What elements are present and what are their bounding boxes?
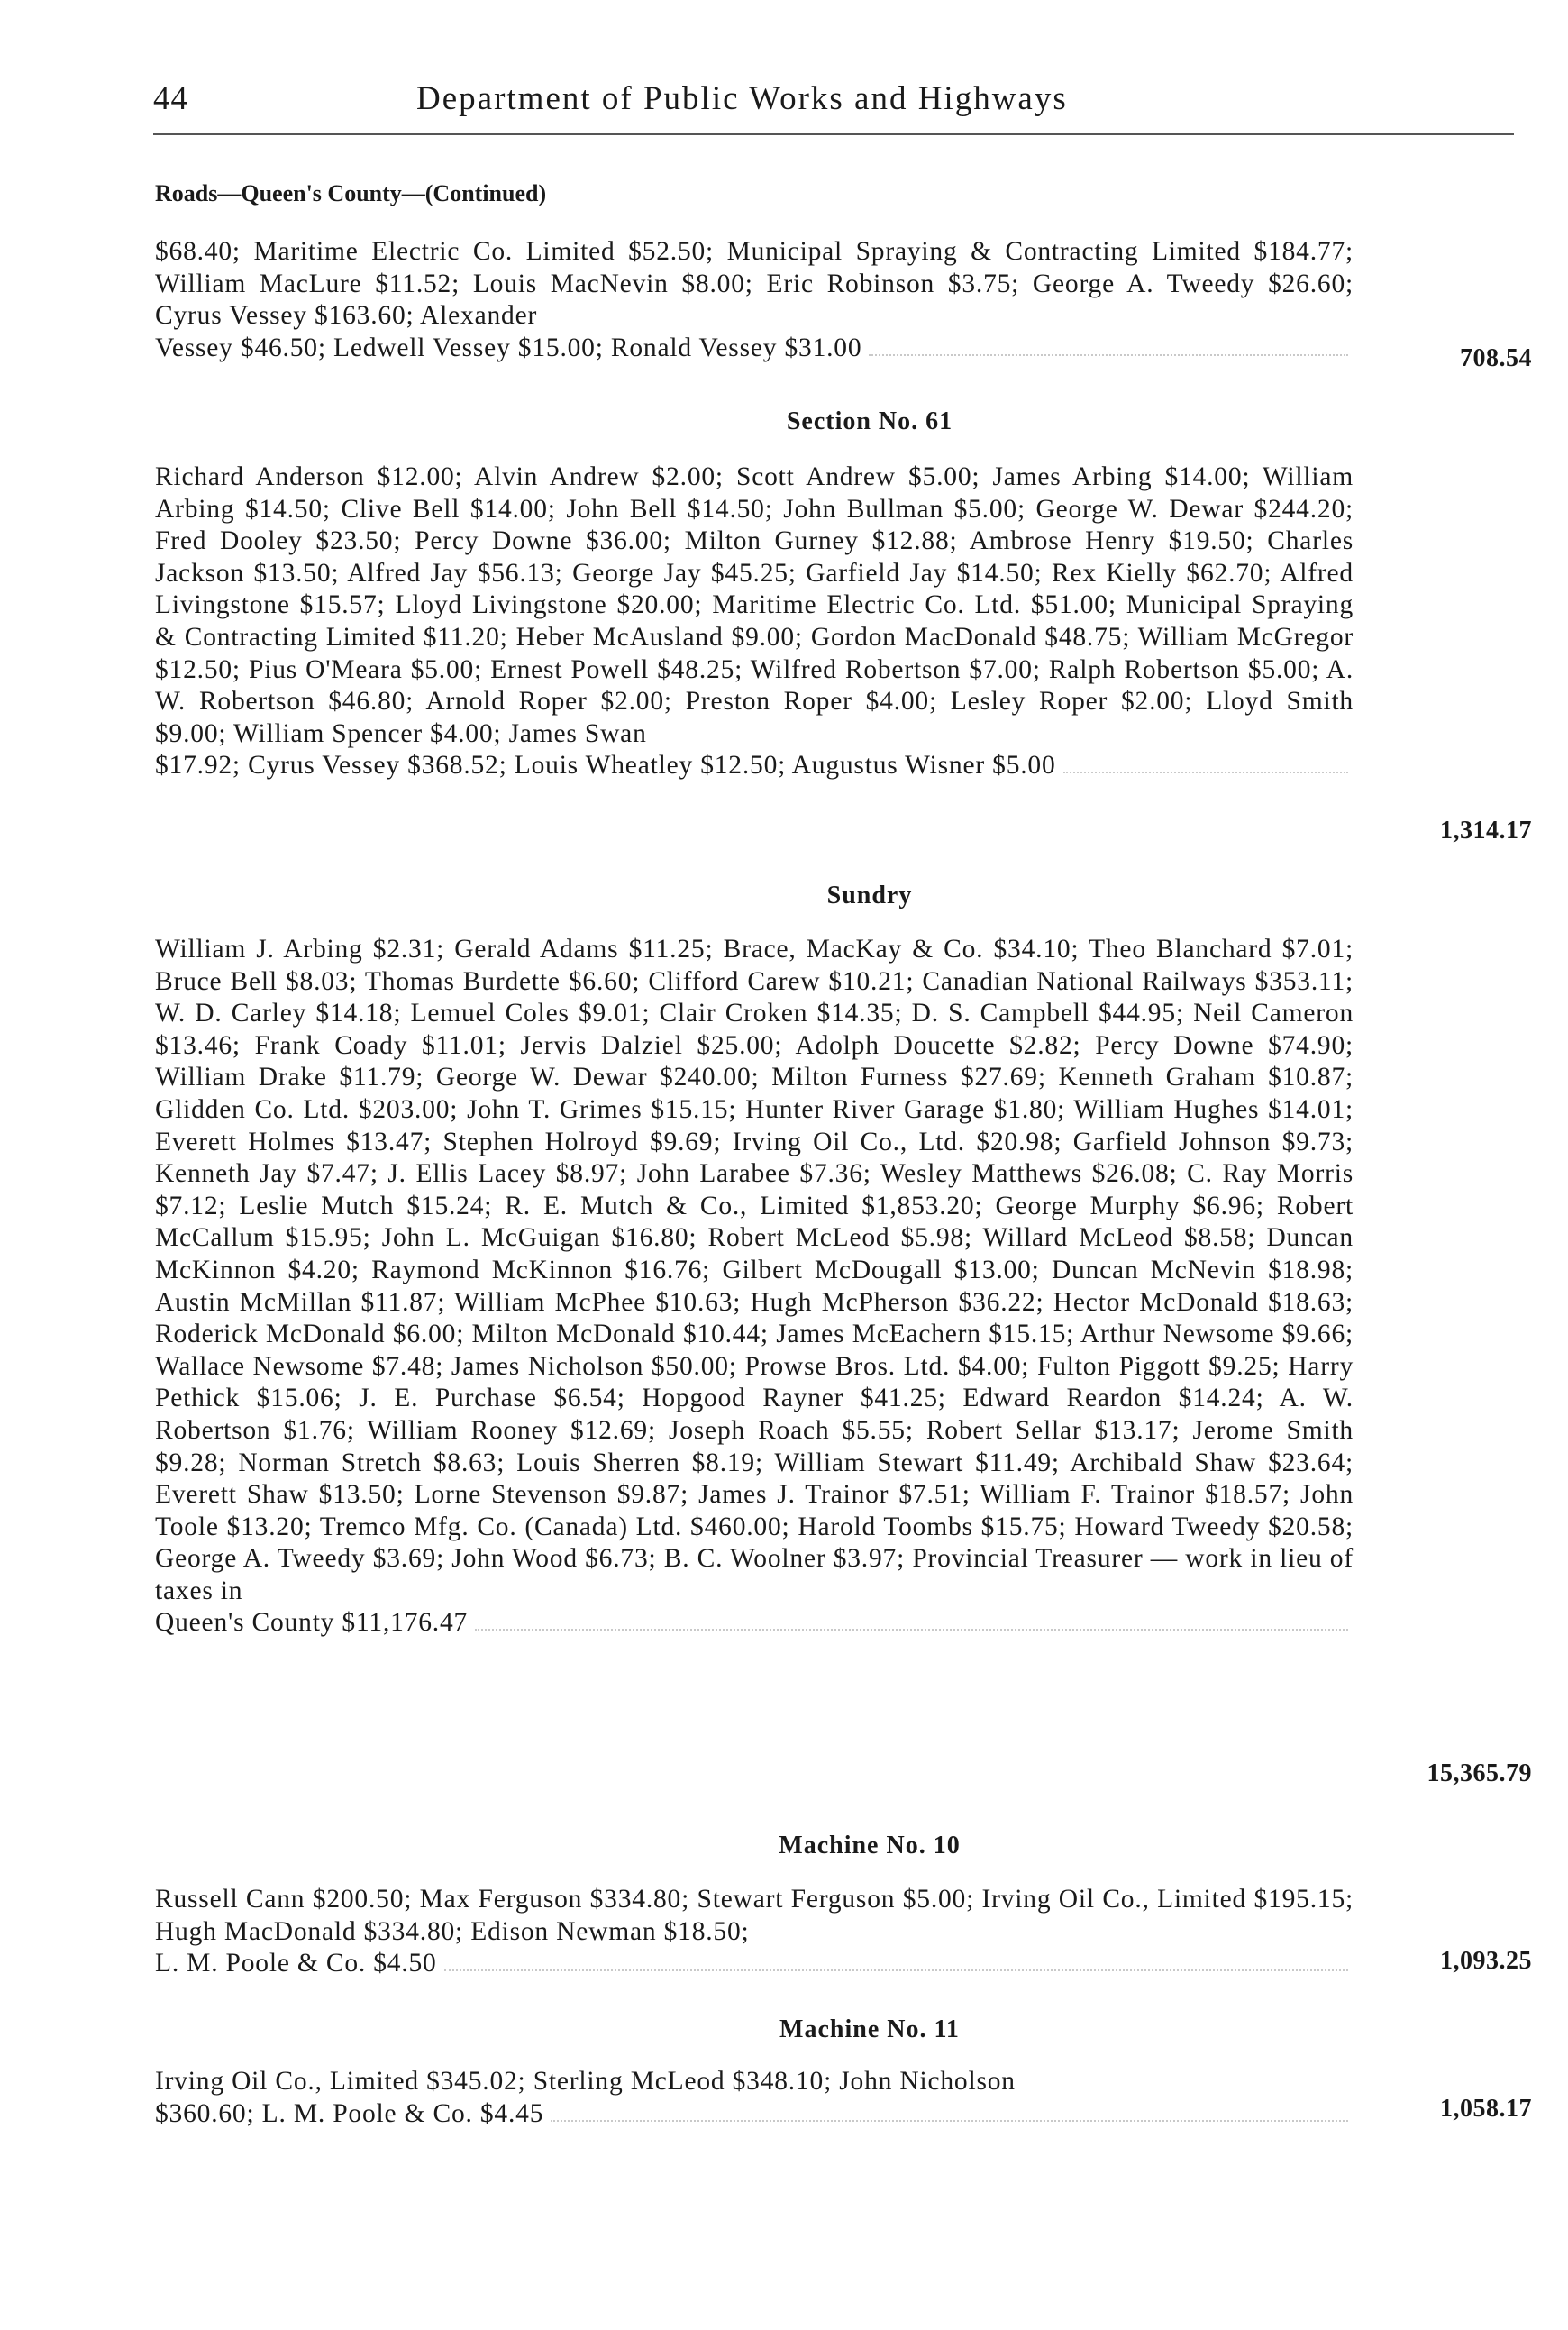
heading-section-61: Section No. 61 bbox=[786, 407, 953, 435]
entry-machine-11 bbox=[155, 2066, 1507, 2130]
entry-last-line bbox=[155, 1948, 1354, 1980]
entry-last-line-text: $17.92; Cyrus Vessey $368.52; Louis Wheatley $12.50; Augustus Wisner $5.00 bbox=[155, 751, 1056, 781]
heading-machine-11: Machine No. 11 bbox=[779, 2015, 960, 2043]
entry-continued bbox=[155, 236, 1507, 364]
entry-sundry bbox=[155, 934, 1507, 1640]
entry-last-line bbox=[155, 333, 1354, 365]
entry-text: $68.40; Maritime Electric Co. Limited $52.50; Municipal Spraying & Contracting Limited $184.77; William MacLure $11.52; Louis MacNevin $8.00; Eric Robinson $3.75; George A. Tweedy $26.60; Cyrus Vessey $163.60; Alexander bbox=[155, 237, 1354, 331]
dot-leader bbox=[551, 2119, 1348, 2122]
entry-last-line bbox=[155, 1607, 1354, 1640]
entry-last-line-text: Vessey $46.50; Ledwell Vessey $15.00; Ronald Vessey $31.00 bbox=[155, 333, 862, 362]
dot-leader bbox=[444, 1969, 1348, 1971]
running-title: Department of Public Works and Highways bbox=[416, 80, 1068, 117]
entry-machine-10 bbox=[155, 1884, 1507, 1980]
entry-last-line bbox=[155, 2098, 1354, 2131]
entry-text: William J. Arbing $2.31; Gerald Adams $11.25; Brace, MacKay & Co. $34.10; Theo Blanchard $7.01; Bruce Bell $8.03; Thomas Burdette $6.60; Clifford Carew $10.21; Canadian National Railways $353.11; W. D. Carley $14.18; Lemuel Coles $9.01; Clair Croken $14.35; D. S. Campbell $44.95; Neil Cameron $13.46; Frank Coady $11.01; Jervis Dalziel $25.00; Adolph Doucette $2.82; Percy Downe $74.90; William Drake $11.79; George W. Dewar $240.00; Milton Furness $27.69; Kenneth Graham $10.87; Glidden Co. Ltd. $203.00; John T. Grimes $15.15; Hunter River Garage $1.80; William Hughes $14.01; Everett Holmes $13.47; Stephen Holroyd $9.69; Irving Oil Co., Ltd. $20.98; Garfield Johnson $9.73; Kenneth Jay $7.47; J. Ellis Lacey $8.97; John Larabee $7.36; Wesley Matthews $26.08; C. Ray Morris $7.12; Leslie Mutch $15.24; R. E. Mutch & Co., Limited $1,853.20; George Murphy $6.96; Robert McCallum $15.95; John L. McGuigan $16.80; Robert McLeod $5.98; Willard McLeod $8.58; Duncan McKinnon $4.20; Raymond McKinnon $16.76; Gilbert McDougall $13.00; Duncan McNevin $18.98; Austin McMillan $11.87; William McPhee $10.63; Hugh McPherson $36.22; Hector McDonald $18.63; Roderick McDonald $6.00; Milton McDonald $10.44; James McEachern $15.15; Arthur Newsome $9.66; Wallace Newsome $7.48; James Nicholson $50.00; Prowse Bros. Ltd. $4.00; Fulton Piggott $9.25; Harry Pethick $15.06; J. E. Purchase $6.54; Hopgood Rayner $41.25; Edward Reardon $14.24; A. W. Robertson $1.76; William Rooney $12.69; Joseph Roach $5.55; Robert Sellar $13.17; Jerome Smith $9.28; Norman Stretch $8.63; Louis Sherren $8.19; William Stewart $11.49; Archibald Shaw $23.64; Everett Shaw $13.50; Lorne Stevenson $9.87; James J. Trainor $7.51; William F. Trainor $18.57; John Toole $13.20; Tremco Mfg. Co. (Canada) Ltd. $460.00; Harold Toombs $15.75; Howard Tweedy $20.58; George A. Tweedy $3.69; John Wood $6.73; B. C. Woolner $3.97; Provincial Treasurer — work in lieu of taxes in bbox=[155, 935, 1354, 1605]
entry-last-line-text: $360.60; L. M. Poole & Co. $4.45 bbox=[155, 2098, 544, 2128]
section-title: Roads—Queen's County—(Continued) bbox=[155, 180, 547, 206]
heading-machine-10: Machine No. 10 bbox=[779, 1832, 961, 1859]
entry-text: Russell Cann $200.50; Max Ferguson $334.80; Stewart Ferguson $5.00; Irving Oil Co., Limited $195.15; Hugh MacDonald $334.80; Edison Newman $18.50; bbox=[155, 1885, 1354, 1946]
dot-leader bbox=[869, 353, 1348, 356]
entry-total: 1,314.17 bbox=[1440, 817, 1532, 845]
entry-total: 708.54 bbox=[1460, 344, 1532, 372]
entry-total: 15,365.79 bbox=[1427, 1759, 1532, 1787]
entry-last-line-text: L. M. Poole & Co. $4.50 bbox=[155, 1949, 437, 1978]
page-number: 44 bbox=[153, 80, 188, 117]
entry-text: Irving Oil Co., Limited $345.02; Sterling McLeod $348.10; John Nicholson bbox=[155, 2067, 1016, 2096]
heading-sundry: Sundry bbox=[826, 882, 913, 909]
dot-leader bbox=[1063, 771, 1348, 773]
dot-leader bbox=[475, 1628, 1348, 1631]
entry-total: 1,058.17 bbox=[1440, 2095, 1532, 2123]
entry-last-line-text: Queen's County $11,176.47 bbox=[155, 1608, 469, 1638]
entry-text: Richard Anderson $12.00; Alvin Andrew $2.00; Scott Andrew $5.00; James Arbing $14.00; William Arbing $14.50; Clive Bell $14.00; John Bell $14.50; John Bullman $5.00; George W. Dewar $244.20; Fred Dooley $23.50; Percy Downe $36.00; Milton Gurney $12.88; Ambrose Henry $19.50; Charles Jackson $13.50; Alfred Jay $56.13; George Jay $45.25; Garfield Jay $14.50; Rex Kielly $62.70; Alfred Livingstone $15.57; Lloyd Livingstone $20.00; Maritime Electric Co. Ltd. $51.00; Municipal Spraying & Contracting Limited $11.20; Heber McAusland $9.00; Gordon MacDonald $48.75; William McGregor $12.50; Pius O'Meara $5.00; Ernest Powell $48.25; Wilfred Robertson $7.00; Ralph Robertson $5.00; A. W. Robertson $46.80; Arnold Roper $2.00; Preston Roper $4.00; Lesley Roper $2.00; Lloyd Smith $9.00; William Spencer $4.00; James Swan bbox=[155, 462, 1354, 748]
entry-last-line bbox=[155, 750, 1354, 782]
running-head bbox=[153, 79, 1514, 135]
entry-section-61 bbox=[155, 461, 1507, 782]
entry-total: 1,093.25 bbox=[1440, 1947, 1532, 1975]
